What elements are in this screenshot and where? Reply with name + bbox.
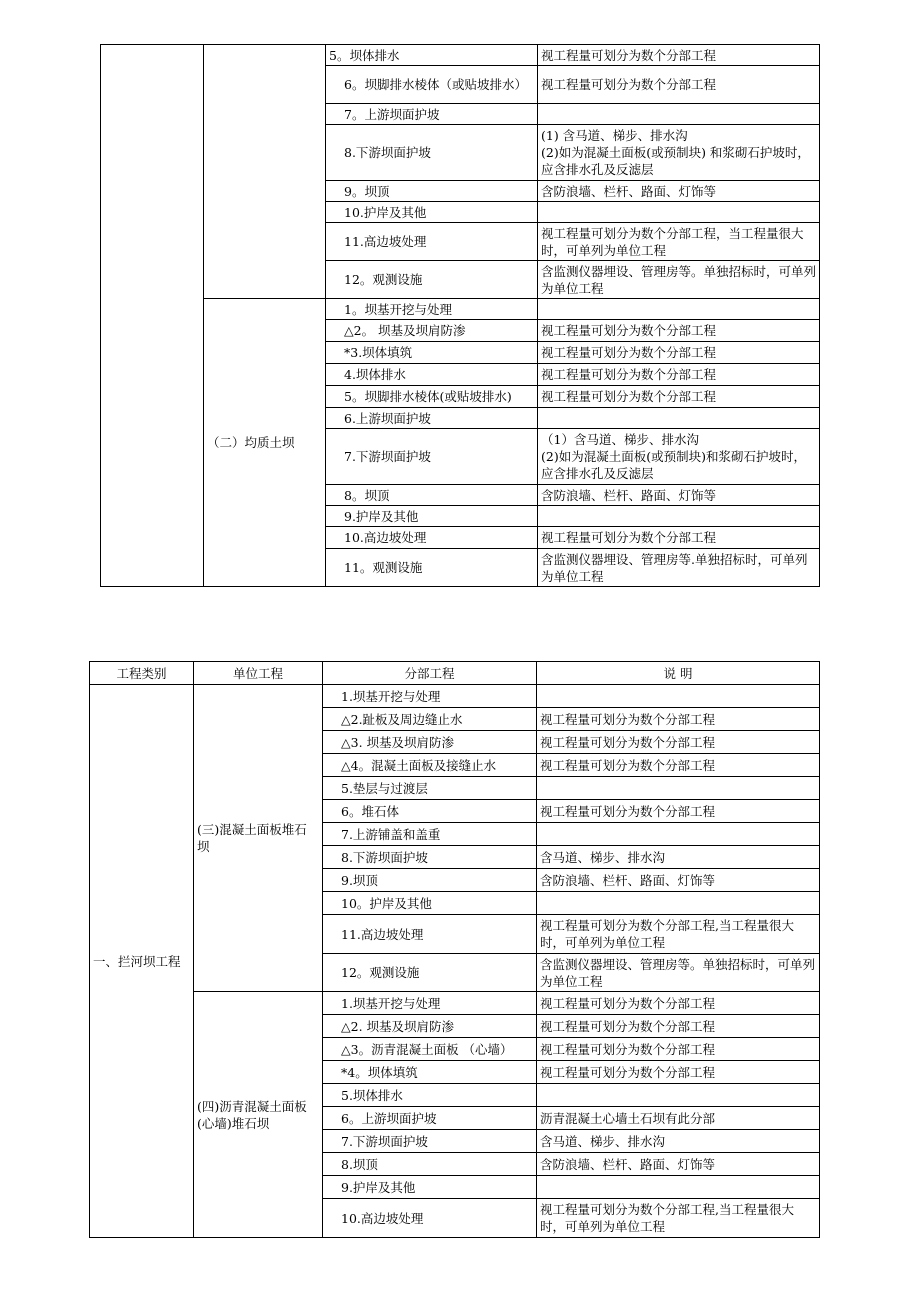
sub-project-cell: 5。坝脚排水棱体(或贴坡排水) — [326, 386, 538, 408]
sub-project-cell: 12。观测设施 — [323, 954, 537, 992]
category-cell-empty — [101, 45, 204, 587]
table-row — [90, 685, 820, 708]
sub-project-cell: 1.坝基开挖与处理 — [323, 685, 537, 708]
note-cell — [538, 506, 820, 527]
sub-project-cell: △3。沥青混凝土面板 （心墙） — [323, 1038, 537, 1061]
note-cell: 视工程量可划分为数个分部工程 — [538, 320, 820, 342]
note-cell: 视工程量可划分为数个分部工程 — [537, 800, 820, 823]
table-continued — [100, 44, 820, 587]
sub-project-cell: 6。坝脚排水棱体（或贴坡排水） — [326, 66, 538, 104]
note-cell — [537, 777, 820, 800]
sub-project-cell: 8.坝顶 — [323, 1153, 537, 1176]
note-cell: 含防浪墙、栏杆、路面、灯饰等 — [538, 181, 820, 202]
sub-project-cell: 10.护岸及其他 — [326, 202, 538, 223]
sub-project-cell: 10。护岸及其他 — [323, 892, 537, 915]
note-cell: 含马道、梯步、排水沟 — [537, 846, 820, 869]
header-category: 工程类别 — [90, 662, 194, 685]
note-cell: (1) 含马道、梯步、排水沟 (2)如为混凝土面板(或预制块) 和浆砌石护坡时，应含排水孔及反滤层 — [538, 125, 820, 181]
note-cell: 沥青混凝土心墙土石坝有此分部 — [537, 1107, 820, 1130]
note-cell: （1）含马道、梯步、排水沟 (2)如为混凝土面板(或预制块)和浆砌石护坡时，应含排水孔及反滤层 — [538, 429, 820, 485]
note-cell — [537, 1084, 820, 1107]
note-cell: 含防浪墙、栏杆、路面、灯饰等 — [537, 869, 820, 892]
header-note: 说 明 — [537, 662, 820, 685]
sub-project-cell: 8。坝顶 — [326, 485, 538, 506]
note-cell — [538, 299, 820, 320]
sub-project-cell: 7.下游坝面护坡 — [323, 1130, 537, 1153]
sub-project-cell: 6。堆石体 — [323, 800, 537, 823]
sub-project-cell: 5.垫层与过渡层 — [323, 777, 537, 800]
sub-project-cell: 10.高边坡处理 — [326, 527, 538, 549]
sub-project-cell: △2。 坝基及坝肩防渗 — [326, 320, 538, 342]
table-header-row — [90, 662, 820, 685]
sub-project-cell: △3. 坝基及坝肩防渗 — [323, 731, 537, 754]
note-cell: 视工程量可划分为数个分部工程 — [537, 1038, 820, 1061]
note-cell — [537, 1176, 820, 1199]
unit-project-cell — [204, 45, 326, 299]
category-cell: 一、拦河坝工程 — [90, 685, 194, 1238]
note-cell: 视工程量可划分为数个分部工程 — [538, 45, 820, 66]
note-cell: 视工程量可划分为数个分部工程 — [537, 992, 820, 1015]
note-cell: 含防浪墙、栏杆、路面、灯饰等 — [538, 485, 820, 506]
sub-project-cell: 6.上游坝面护坡 — [326, 408, 538, 429]
sub-project-cell: 7.上游铺盖和盖重 — [323, 823, 537, 846]
note-cell: 含马道、梯步、排水沟 — [537, 1130, 820, 1153]
sub-project-cell: *4。坝体填筑 — [323, 1061, 537, 1084]
unit-project-cell: （二）均质土坝 — [204, 299, 326, 587]
unit-project-cell: (三)混凝土面板堆石坝 — [194, 685, 323, 992]
sub-project-cell: 6。上游坝面护坡 — [323, 1107, 537, 1130]
table-row — [101, 299, 820, 320]
note-cell — [537, 823, 820, 846]
note-cell: 视工程量可划分为数个分部工程 — [537, 708, 820, 731]
sub-project-cell: 5。坝体排水 — [326, 45, 538, 66]
sub-project-cell: △2. 坝基及坝肩防渗 — [323, 1015, 537, 1038]
note-cell: 视工程量可划分为数个分部工程 — [537, 731, 820, 754]
sub-project-cell: 7。上游坝面护坡 — [326, 104, 538, 125]
note-cell — [538, 202, 820, 223]
sub-project-cell: 8.下游坝面护坡 — [326, 125, 538, 181]
sub-project-cell: 1。坝基开挖与处理 — [326, 299, 538, 320]
note-cell: 含监测仪器埋设、管理房等.单独招标时，可单列为单位工程 — [538, 549, 820, 587]
sub-project-cell: 11.高边坡处理 — [326, 223, 538, 261]
note-cell: 视工程量可划分为数个分部工程 — [538, 342, 820, 364]
sub-project-cell: 8.下游坝面护坡 — [323, 846, 537, 869]
note-cell: 视工程量可划分为数个分部工程 — [538, 527, 820, 549]
sub-project-cell: 1.坝基开挖与处理 — [323, 992, 537, 1015]
note-cell: 视工程量可划分为数个分部工程 — [538, 386, 820, 408]
sub-project-cell: 11。观测设施 — [326, 549, 538, 587]
sub-project-cell: *3.坝体填筑 — [326, 342, 538, 364]
sub-project-cell: 9.护岸及其他 — [326, 506, 538, 527]
note-cell: 视工程量可划分为数个分部工程 — [537, 1061, 820, 1084]
header-part: 分部工程 — [323, 662, 537, 685]
sub-project-cell: 9.护岸及其他 — [323, 1176, 537, 1199]
note-cell: 视工程量可划分为数个分部工程 — [537, 1015, 820, 1038]
note-cell — [538, 104, 820, 125]
sub-project-cell: 12。观测设施 — [326, 261, 538, 299]
sub-project-cell: △4。混凝土面板及接缝止水 — [323, 754, 537, 777]
sub-project-cell: 9。坝顶 — [326, 181, 538, 202]
note-cell: 含监测仪器埋设、管理房等。单独招标时，可单列为单位工程 — [538, 261, 820, 299]
note-cell: 含防浪墙、栏杆、路面、灯饰等 — [537, 1153, 820, 1176]
unit-project-cell: (四)沥青混凝土面板(心墙)堆石坝 — [194, 992, 323, 1238]
sub-project-cell: △2.趾板及周边缝止水 — [323, 708, 537, 731]
note-cell: 视工程量可划分为数个分部工程 — [537, 754, 820, 777]
note-cell: 视工程量可划分为数个分部工程,当工程量很大时，可单列为单位工程 — [537, 915, 820, 954]
sub-project-cell: 9.坝顶 — [323, 869, 537, 892]
sub-project-cell: 11.高边坡处理 — [323, 915, 537, 954]
header-unit: 单位工程 — [194, 662, 323, 685]
note-cell: 含监测仪器埋设、管理房等。单独招标时，可单列为单位工程 — [537, 954, 820, 992]
note-cell — [537, 892, 820, 915]
sub-project-cell: 5.坝体排水 — [323, 1084, 537, 1107]
note-cell: 视工程量可划分为数个分部工程 — [538, 364, 820, 386]
table-row — [101, 45, 820, 66]
note-cell — [538, 408, 820, 429]
note-cell: 视工程量可划分为数个分部工程，当工程量很大时，可单列为单位工程 — [538, 223, 820, 261]
note-cell — [537, 685, 820, 708]
sub-project-cell: 10.高边坡处理 — [323, 1199, 537, 1238]
table-row — [90, 992, 820, 1015]
note-cell: 视工程量可划分为数个分部工程 — [538, 66, 820, 104]
sub-project-cell: 4.坝体排水 — [326, 364, 538, 386]
sub-project-cell: 7.下游坝面护坡 — [326, 429, 538, 485]
table-dam-divisions — [89, 661, 820, 1238]
note-cell: 视工程量可划分为数个分部工程,当工程量很大时，可单列为单位工程 — [537, 1199, 820, 1238]
